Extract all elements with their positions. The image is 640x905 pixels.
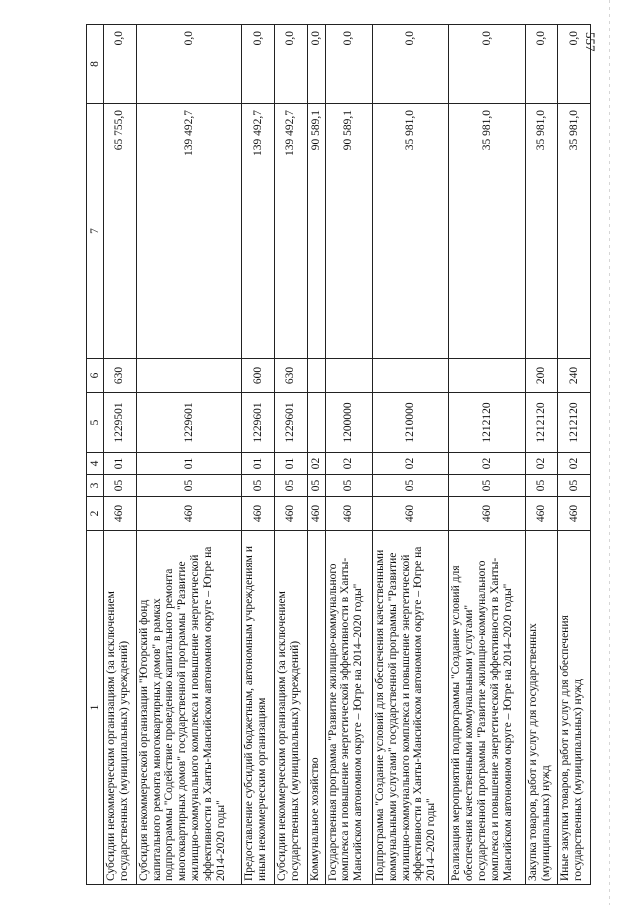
- target-article: 1212120: [525, 393, 558, 453]
- amount-col7: 35 981,0: [372, 104, 448, 359]
- target-article: 1210000: [372, 393, 448, 453]
- table-row: [558, 25, 591, 885]
- section-code: 05: [558, 475, 591, 497]
- expense-type: 630: [104, 359, 137, 393]
- expense-type: 630: [274, 359, 307, 393]
- section-code: 05: [525, 475, 558, 497]
- target-article: 1212120: [449, 393, 525, 453]
- expense-type: [136, 359, 242, 393]
- target-article: 1229501: [104, 393, 137, 453]
- amount-col7: 90 589,1: [325, 104, 372, 359]
- amount-col7: 139 492,7: [136, 104, 242, 359]
- table-row: [449, 25, 525, 885]
- row-description: Предоставление субсидий бюджетным, автономным учреждениям и иным некоммерческим организациям: [242, 531, 275, 885]
- scan-edge-artifact: [609, 0, 610, 905]
- header-cell: 8: [87, 25, 104, 104]
- amount-col7: 35 981,0: [525, 104, 558, 359]
- grbs-code: 460: [104, 497, 137, 531]
- header-cell: 4: [87, 453, 104, 475]
- amount-col8: 0,0: [307, 25, 325, 104]
- section-code: 05: [136, 475, 242, 497]
- target-article: 1212120: [558, 393, 591, 453]
- expense-type: 200: [525, 359, 558, 393]
- target-article: [307, 393, 325, 453]
- amount-col7: 90 589,1: [307, 104, 325, 359]
- row-description: Иные закупки товаров, работ и услуг для обеспечения государственных (муниципальных) нужд: [558, 531, 591, 885]
- header-row: [87, 25, 104, 885]
- header-cell: 7: [87, 104, 104, 359]
- section-code: 05: [325, 475, 372, 497]
- grbs-code: 460: [274, 497, 307, 531]
- amount-col7: 139 492,7: [274, 104, 307, 359]
- table-row: [274, 25, 307, 885]
- expense-type: [307, 359, 325, 393]
- section-code: 05: [242, 475, 275, 497]
- expense-type: [325, 359, 372, 393]
- amount-col7: 35 981,0: [558, 104, 591, 359]
- header-cell: 5: [87, 393, 104, 453]
- amount-col8: 0,0: [325, 25, 372, 104]
- amount-col8: 0,0: [372, 25, 448, 104]
- grbs-code: 460: [558, 497, 591, 531]
- row-description: Коммунальное хозяйство: [307, 531, 325, 885]
- grbs-code: 460: [242, 497, 275, 531]
- table-row: [525, 25, 558, 885]
- amount-col7: 35 981,0: [449, 104, 525, 359]
- expense-type: 600: [242, 359, 275, 393]
- row-description: Закупка товаров, работ и услуг для государственных (муниципальных) нужд: [525, 531, 558, 885]
- amount-col8: 0,0: [274, 25, 307, 104]
- amount-col7: 65 755,0: [104, 104, 137, 359]
- section-code: 05: [449, 475, 525, 497]
- header-cell: 3: [87, 475, 104, 497]
- page-number: 557: [583, 32, 598, 52]
- amount-col8: 0,0: [449, 25, 525, 104]
- amount-col8: 0,0: [558, 25, 591, 104]
- grbs-code: 460: [449, 497, 525, 531]
- row-description: Подпрограмма "Создание условий для обеспечения качественными коммунальными услугами" государственной программы "Развитие жилищно-коммунального комплекса и повышение энергетической эффективности в Ханты-Мансийском автономном округе – Югре на 2014–2020 годы": [372, 531, 448, 885]
- expense-type: [449, 359, 525, 393]
- grbs-code: 460: [372, 497, 448, 531]
- subsection-code: 01: [136, 453, 242, 475]
- target-article: 1229601: [274, 393, 307, 453]
- table-row: [104, 25, 137, 885]
- section-code: 05: [307, 475, 325, 497]
- row-description: Субсидии некоммерческим организациям (за исключением государственных (муниципальных) учреждений): [104, 531, 137, 885]
- subsection-code: 02: [307, 453, 325, 475]
- section-code: 05: [274, 475, 307, 497]
- subsection-code: 02: [449, 453, 525, 475]
- table-row: [325, 25, 372, 885]
- row-description: Субсидия некоммерческой организации "Югорский фонд капитального ремонта многоквартирных домов" в рамках подпрограммы "Содействие проведению капитального ремонта многоквартирных домов" государственной программы "Развитие жилищно-коммунального комплекса и повышение энергетической эффективности в Ханты-Мансийском автономном округе – Югре на 2014-2020 годы": [136, 531, 242, 885]
- target-article: 1200000: [325, 393, 372, 453]
- header-cell: 1: [87, 531, 104, 885]
- target-article: 1229601: [242, 393, 275, 453]
- target-article: 1229601: [136, 393, 242, 453]
- section-code: 05: [104, 475, 137, 497]
- table-row: [136, 25, 242, 885]
- amount-col8: 0,0: [104, 25, 137, 104]
- amount-col8: 0,0: [136, 25, 242, 104]
- amount-col8: 0,0: [525, 25, 558, 104]
- amount-col7: 139 492,7: [242, 104, 275, 359]
- header-cell: 6: [87, 359, 104, 393]
- grbs-code: 460: [325, 497, 372, 531]
- grbs-code: 460: [307, 497, 325, 531]
- section-code: 05: [372, 475, 448, 497]
- table-row: [242, 25, 275, 885]
- subsection-code: 02: [325, 453, 372, 475]
- expense-type: [372, 359, 448, 393]
- row-description: Субсидии некоммерческим организациям (за исключением государственных (муниципальных) учреждений): [274, 531, 307, 885]
- budget-table: [86, 24, 591, 885]
- subsection-code: 01: [274, 453, 307, 475]
- subsection-code: 02: [525, 453, 558, 475]
- header-cell: 2: [87, 497, 104, 531]
- row-description: Реализация мероприятий подпрограммы "Создание условий для обеспечения качественными коммунальными услугами" государственной программы "Развитие жилищно-коммунального комплекса и повышение энергетической эффективности в Ханты-Мансийском автономном округе – Югре на 2014–2020 годы": [449, 531, 525, 885]
- subsection-code: 02: [372, 453, 448, 475]
- rotated-table-container: [86, 25, 591, 885]
- expense-type: 240: [558, 359, 591, 393]
- grbs-code: 460: [525, 497, 558, 531]
- subsection-code: 01: [242, 453, 275, 475]
- table-row: [372, 25, 448, 885]
- amount-col8: 0,0: [242, 25, 275, 104]
- subsection-code: 01: [104, 453, 137, 475]
- table-row: [307, 25, 325, 885]
- grbs-code: 460: [136, 497, 242, 531]
- subsection-code: 02: [558, 453, 591, 475]
- row-description: Государственная программа "Развитие жилищно-коммунального комплекса и повышение энергетической эффективности в Ханты-Мансийском автономном округе – Югре на 2014–2020 годы": [325, 531, 372, 885]
